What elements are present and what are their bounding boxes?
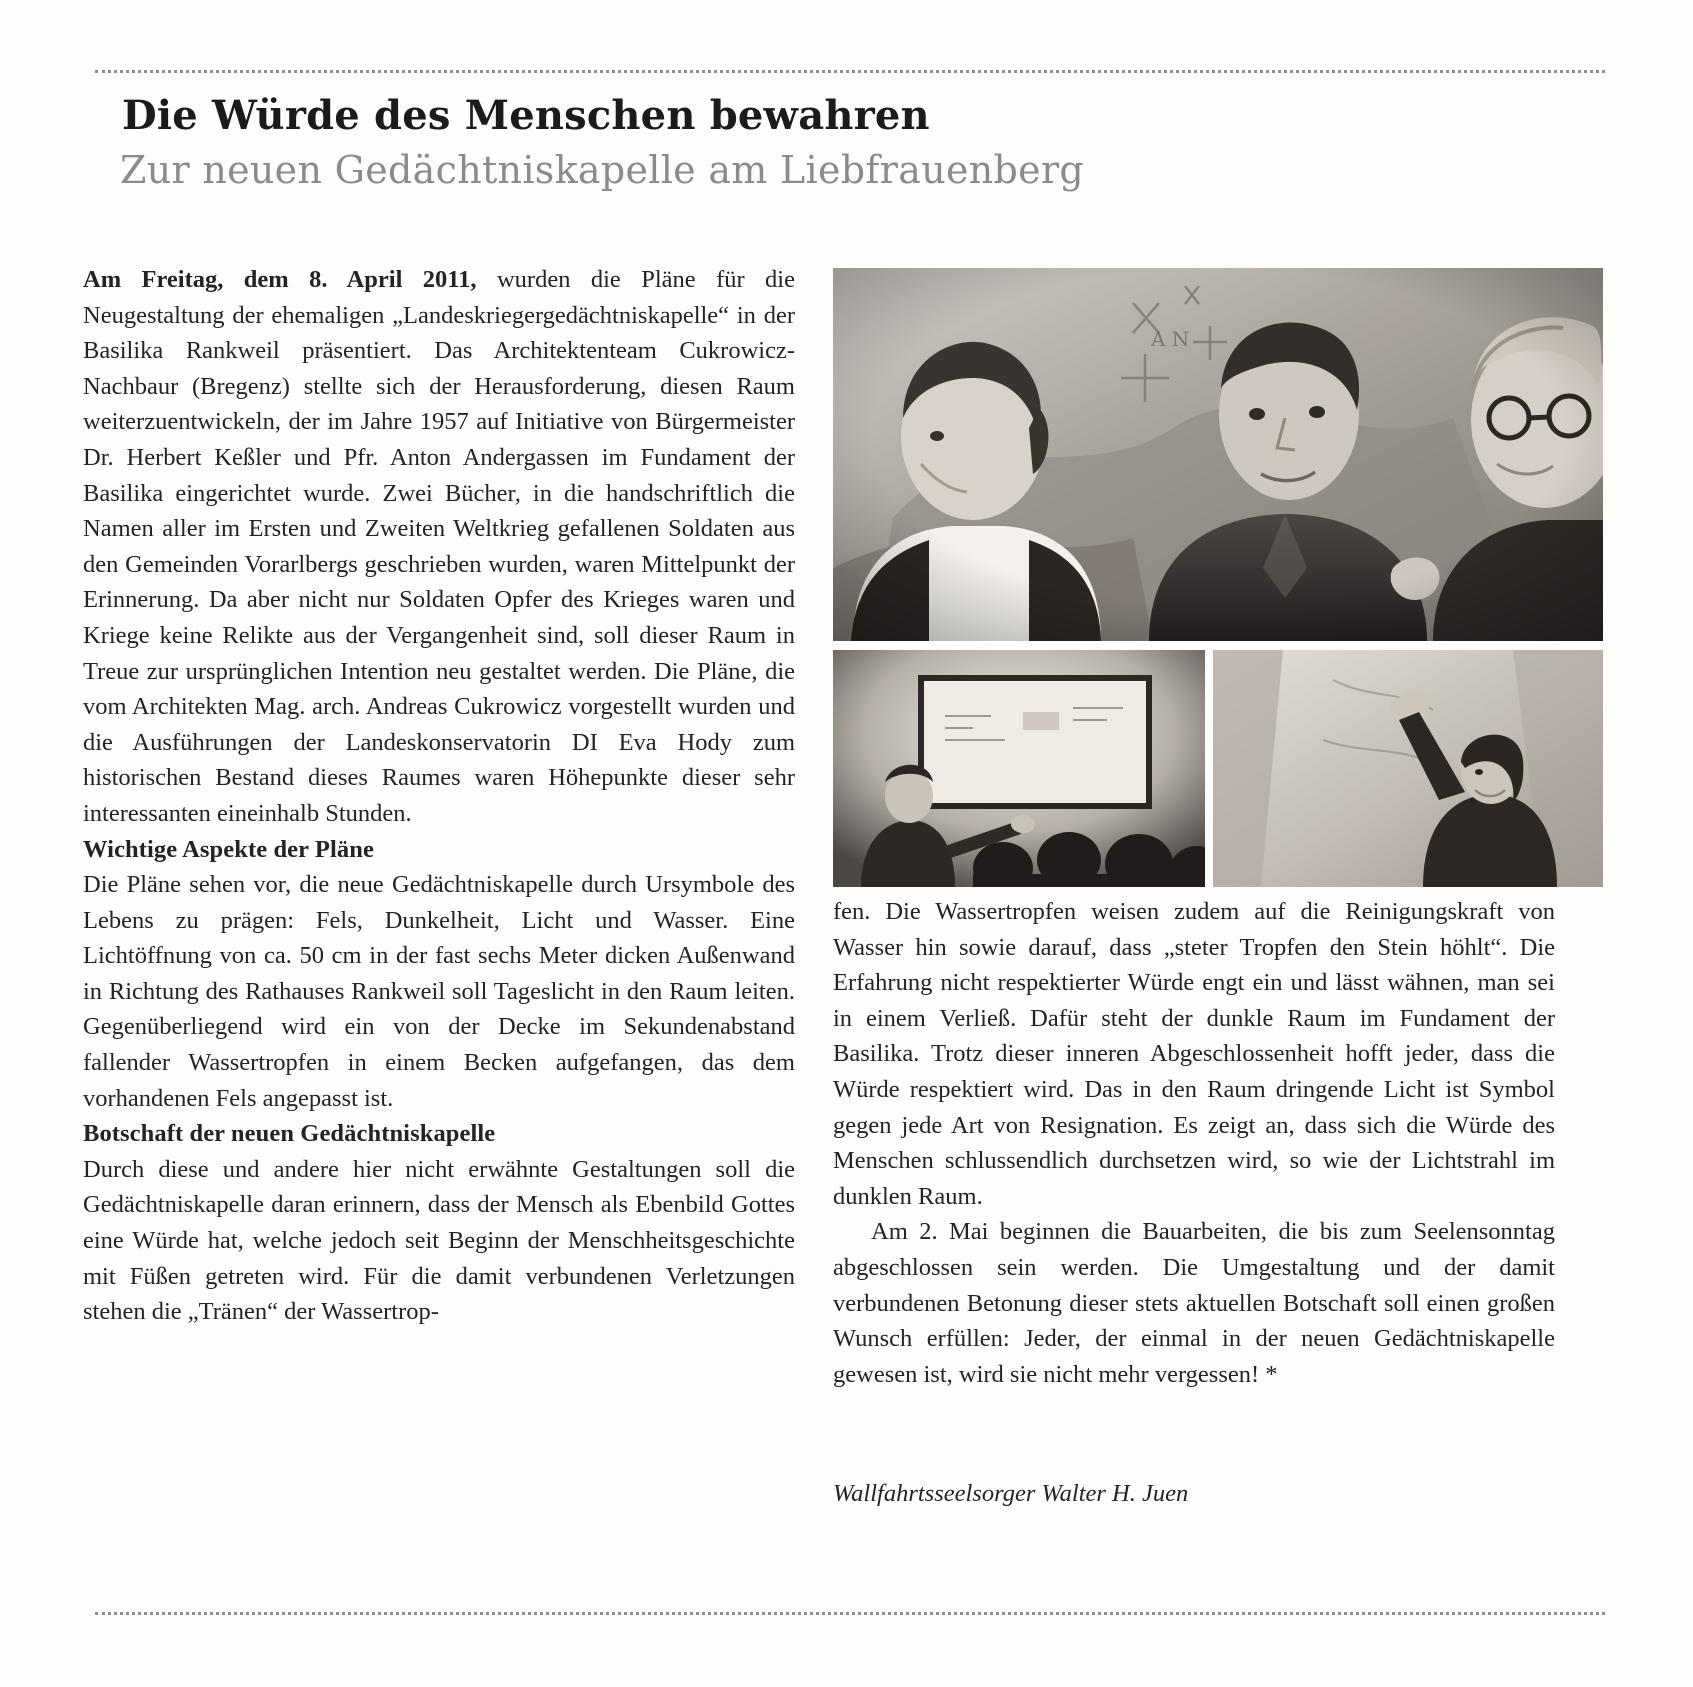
photo-presentation-screen-audience	[833, 650, 1205, 887]
section-title-2: Botschaft der neuen Gedächtniskapelle	[83, 1120, 496, 1148]
lead-rest: wurden die Pläne für die Neugestaltung der ehemaligen „Landeskriegergedächtniskapelle“ in der Basilika Rankweil präsentiert. Das Architektenteam Cukrowicz-Nachbaur (Bregenz) stellte sich der Herausforderung, diesen Raum weiterzuentwickeln, der im Jahre 1957 auf Initiative von Bürgermeister Dr. Herbert Keßler und Pfr. Anton Andergassen im Fundament der Basilika eingerichtet wurde. Zwei Bücher, in die handschriftlich die Namen aller im Ersten und Zweiten Weltkrieg gefallenen Soldaten aus den Gemeinden Vorarlbergs geschrieben wurden, waren Mittelpunkt der Erinnerung. Da aber nicht nur Soldaten Opfer des Krieges waren und Kriege keine Relikte aus der Vergangenheit sind, soll dieser Raum in Treue zur ursprünglichen Intention neu gestaltet werden. Die Pläne, die vom Architekten Mag. arch. Andreas Cukrowicz vorgestellt wurden und die Ausführungen der Landeskonservatorin DI Eva Hody zum historischen Bestand dieses Raumes waren Höhepunkte dieser sehr interessanten eineinhalb Stunden.	[83, 266, 795, 827]
section-body-2: Durch diese und andere hier nicht erwähnte Gestaltungen soll die Gedächtniskapelle daran erinnern, dass der Mensch als Ebenbild Gottes eine Würde hat, welche jedoch seit Beginn der Menschheitsgeschichte mit Füßen getreten wird. Für die damit verbundenen Verletzungen stehen die „Tränen“ der Wassertrop-	[83, 1155, 795, 1326]
page-subtitle: Zur neuen Gedächtniskapelle am Liebfrauenberg	[120, 148, 1085, 192]
lead-paragraph	[83, 262, 795, 832]
bottom-dotted-rule	[95, 1612, 1605, 1615]
right-paragraph-1: fen. Die Wassertropfen weisen zudem auf die Reinigungskraft von Wasser hin sowie darauf, dass „steter Tropfen den Stein höhlt“. Die Erfahrung nicht respektierter Würde engt ein und lässt wähnen, man sei in einem Verließ. Dafür steht der dunkle Raum im Fundament der Basilika. Trotz dieser inneren Abgeschlossenheit hofft jeder, dass die Würde respektiert wird. Das in den Raum dringende Licht ist Symbol gegen jede Art von Resignation. Es zeigt an, dass sich die Würde des Menschen schlussendlich durchsetzen wird, so wie der Lichtstrahl im dunklen Raum.	[833, 898, 1555, 1210]
section-body-1: Die Pläne sehen vor, die neue Gedächtniskapelle durch Ursymbole des Lebens zu prägen: Fels, Dunkelheit, Licht und Wasser. Eine Lichtöffnung von ca. 50 cm in der fast sechs Meter dicken Außenwand in Richtung des Rathauses Rankweil soll Tageslicht in den Raum leiten. Gegenüberliegend wird ein von der Decke im Sekundenabstand fallender Wassertropfen in einem Becken aufgefangen, das dem vorhandenen Fels angepasst ist.	[83, 871, 795, 1112]
top-dotted-rule	[95, 70, 1605, 73]
left-column	[83, 262, 795, 1330]
photo-three-people-conversation	[833, 268, 1603, 641]
photo-woman-pointing-at-wall	[1213, 650, 1603, 887]
lead-bold-intro: Am Freitag, dem 8. April 2011,	[83, 266, 477, 293]
right-paragraph-2: Am 2. Mai beginnen die Bauarbeiten, die bis zum Seelensonntag abgeschlossen sein werden. Die Umgestaltung und der damit verbundenen Betonung dieser stets aktuellen Botschaft soll einen großen Wunsch erfüllen: Jeder, der einmal in der neuen Gedächtniskapelle gewesen ist, wird sie nicht mehr vergessen! *	[833, 1218, 1555, 1388]
byline: Wallfahrtsseelsorger Walter H. Juen	[833, 1480, 1189, 1507]
page-title: Die Würde des Menschen bewahren	[122, 92, 930, 139]
right-column	[833, 894, 1555, 1392]
section-title-1: Wichtige Aspekte der Pläne	[83, 835, 374, 863]
